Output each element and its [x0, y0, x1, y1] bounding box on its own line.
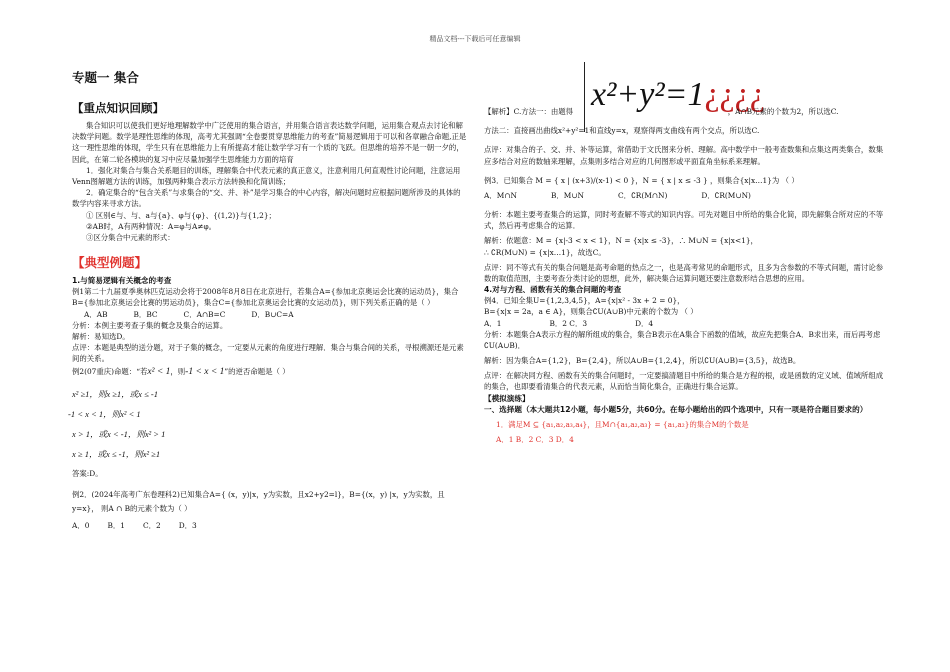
multiple-choice-heading: 一、选择题（本大题共12小题，每小题5分，共60分。在每小题给出的四个选项中，只有一项是符合题目要求的） — [484, 404, 868, 414]
ex2-option-3: x > 1，或x < -1，则x² > 1 — [72, 429, 166, 440]
sub-point-2: ②AB时，A有两种情况：A=φ与A≠φ。 — [86, 221, 217, 231]
ex1-option-b: B．BC — [133, 309, 158, 319]
solution-method-2: 方法二：直接画出曲线x²+y²=1和直线y=x，观察得两支曲线有两个交点，所以选C. — [484, 126, 760, 136]
left-column — [68, 62, 467, 531]
ex4-analysis: 分析：本题集合A表示方程的解所组成的集合，集合B表示在A集合下函数的值域，故应先把集合A．B求出来，而后再考虑∁U(A∪B)． — [484, 329, 881, 350]
ex1-solution: 解析：易知选D。 — [72, 331, 130, 341]
ex2b-option-b: B．1 — [107, 520, 125, 530]
comment-2: 点评：对集合的子、交、并、补等运算，常借助于文氏图来分析、理解。高中数学中一般考查数集和点集这两类集合，数集应多结合对应的数轴来理解，点集则多结合对应的几何图形或平面直角坐标系来理解。 — [484, 145, 884, 166]
ex1-option-c: C．A∩B=C — [183, 309, 226, 319]
ex2-answer: 答案:D。 — [72, 469, 103, 479]
ex1-option-d: D．B∪C=A — [251, 309, 294, 319]
ex3-analysis: 分析：本题主要考查集合的运算，同时考查解不等式的知识内容。可先对题目中所给的集合化简，即先解集合所对应的不等式，然后再考虑集合的运算． — [484, 210, 884, 231]
ex2b-option-c: C．2 — [142, 520, 161, 530]
example-4-options — [484, 318, 884, 329]
ex1-analysis: 分析：本例主要考查子集的概念及集合的运算。 — [72, 320, 228, 330]
ex3-option-d: D．∁R(M∪N) — [701, 191, 751, 201]
ex1-comment: 点评：本题是典型的送分题，对于子集的概念，一定要从元素的角度进行理解．集合与集合间的关系，寻根溯源还是元素间的关系。 — [72, 343, 464, 364]
example-1-options — [84, 309, 467, 320]
ex4-option-bc: B．2 C．3 — [549, 318, 588, 328]
ex2b-option-a: A．0 — [72, 520, 90, 530]
example-4: 例4．已知全集U={1,2,3,4,5}，A={x|x² - 3x + 2 = 0}， — [484, 296, 685, 306]
ex2-option-1: x² ≥1，则x ≥1，或x ≤ -1 — [72, 389, 158, 400]
example-3-options — [484, 190, 884, 201]
question-1-options: A．1 B．2 C．3 D．4 — [496, 434, 574, 444]
mock-heading: 【模拟演练】 — [484, 393, 530, 403]
large-formula: x²+y²=1¿¿¿¿ — [584, 62, 765, 132]
sub-point-1: ① 区别∈与、与、a与{a}、φ与{φ}、{(1,2)}与{1,2}； — [86, 210, 276, 220]
solution-method-1: 【解析】C.方法一：由题得 ，A∩B元素的个数为2，所以选C. — [484, 107, 839, 116]
example-2b: 例2．(2024年高考广东卷理科2)已知集合A={ (x，y)|x，y为实数，且x2+y2=l}，B={(x，y) |x，y为实数，且y=x}， 则A ∩ B的元素个数为（ ） — [72, 489, 445, 513]
topic-4-heading: 4.对与方程、函数有关的集合问题的考查 — [484, 285, 622, 295]
topic-1-heading: 1.与简易逻辑有关概念的考查 — [72, 276, 172, 286]
ex4-option-d: D．4 — [635, 318, 654, 328]
right-column — [484, 62, 884, 445]
ex1-option-a: A．AB — [84, 309, 108, 319]
example-4b: B={x|x = 2a，a ∈ A}，则集合∁U(A∪B)中元素的个数为 （ ） — [484, 307, 698, 317]
sub-point-3: ③区分集合中元素的形式： — [86, 233, 175, 243]
ex2-option-4: x ≥ 1，或x ≤ -1，则x² ≥1 — [72, 449, 161, 460]
section-examples: 【典型例题】 — [72, 255, 148, 271]
example-1: 例1第二十九届夏季奥林匹克运动会将于2008年8月8日在北京进行，若集合A={参加北京奥运会比赛的运动员}，集合B={参加北京奥运会比赛的男运动员}，集合C={参加北京奥运会比赛的女运动员}，则下列关系正确的是（ ） — [72, 287, 459, 308]
ex2-option-2: -1 < x < 1，则x² < 1 — [68, 409, 141, 420]
section-key-points: 【重点知识回顾】 — [72, 101, 164, 115]
page-header: 精品文档---下载后可任意编辑 — [429, 35, 521, 43]
example-2b-options — [72, 520, 467, 531]
ex3-option-b: B．M∪N — [550, 191, 585, 201]
ex3-solution-2: ∴ ∁R(M∪N) = {x|x…1}，故选C。 — [484, 247, 606, 257]
intro-paragraph: 集合知识可以使我们更好地理解数学中广泛使用的集合语言，并用集合语言表达数学问题，运用集合观点去讨论和解决数学问题。数学是理性思维的体现，高考尤其强调“全卷要贯穿思维能力的考查”简易逻辑用于可以和各章融合命题,正是这一理性思维的体现，学生只有在思维能力上有所提高才能让数学学习有一个质的飞跃。但思维的培养不是一朝一夕的，因此，在第二轮各模块的复习中应尽量加强学生思维能力方面的培育 — [72, 121, 467, 164]
point-2: 2．确定集合的“包含关系”与求集合的“交、并、补”是学习集合的中心内容，解决问题时应根据问题所涉及的具体的数学内容来寻求方法。 — [72, 188, 461, 209]
ex3-comment: 点评：同不等式有关的集合问题是高考命题的热点之一，也是高考常见的命题形式，且多为含参数的不等式问题，需讨论参数的取值范围，主要考查分类讨论的思想，此外，解决集合运算问题还要注意数形结合思想的应用。 — [484, 262, 884, 284]
example-3: 例3．已知集合 M = { x | (x+3)/(x-1) < 0 }，N = { x | x ≤ -3 } ，则集合{x|x…1}为 （ ） — [484, 175, 799, 185]
ex4-solution: 解析：因为集合A={1,2}，B={2,4}，所以A∪B={1,2,4}，所以∁U(A∪B)={3,5}，故选B。 — [484, 356, 801, 366]
ex3-solution: 解析：依题意：M = {x|-3 < x < 1}，N = {x|x ≤ -3}，∴ M∪N = {x|x<1}， — [484, 236, 758, 246]
ex2b-option-d: D．3 — [178, 520, 197, 530]
ex3-option-a: A．M∩N — [484, 191, 517, 201]
ex4-option-a: A．1 — [484, 318, 502, 328]
ex3-option-c: C．∁R(M∩N) — [618, 191, 668, 201]
ex4-comment: 点评：在解决同方程、函数有关的集合问题时，一定要搞清题目中所给的集合是方程的根，或是函数的定义域、值域所组成的集合，也即要看清集合的代表元素，从而恰当简化集合，正确进行集合运算。 — [484, 371, 884, 392]
example-2: 例2(07重庆)命题：“若x² < 1，则-1 < x < 1”的逆否命题是（ ） — [72, 367, 290, 378]
question-1: 1．满足M ⊆ {a₁,a₂,a₃,a₄}，且M∩{a₁,a₂,a₃} = {a₁,a₂}的集合M的个数是 — [496, 419, 749, 429]
point-1: 1．强化对集合与集合关系题目的训练，理解集合中代表元素的真正意义，注意利用几何直观性讨论问题，注意运用Venn图解题方法的训练，加强两种集合表示方法转换和化简训练； — [72, 165, 461, 187]
doc-title: 专题一 集合 — [72, 70, 139, 85]
